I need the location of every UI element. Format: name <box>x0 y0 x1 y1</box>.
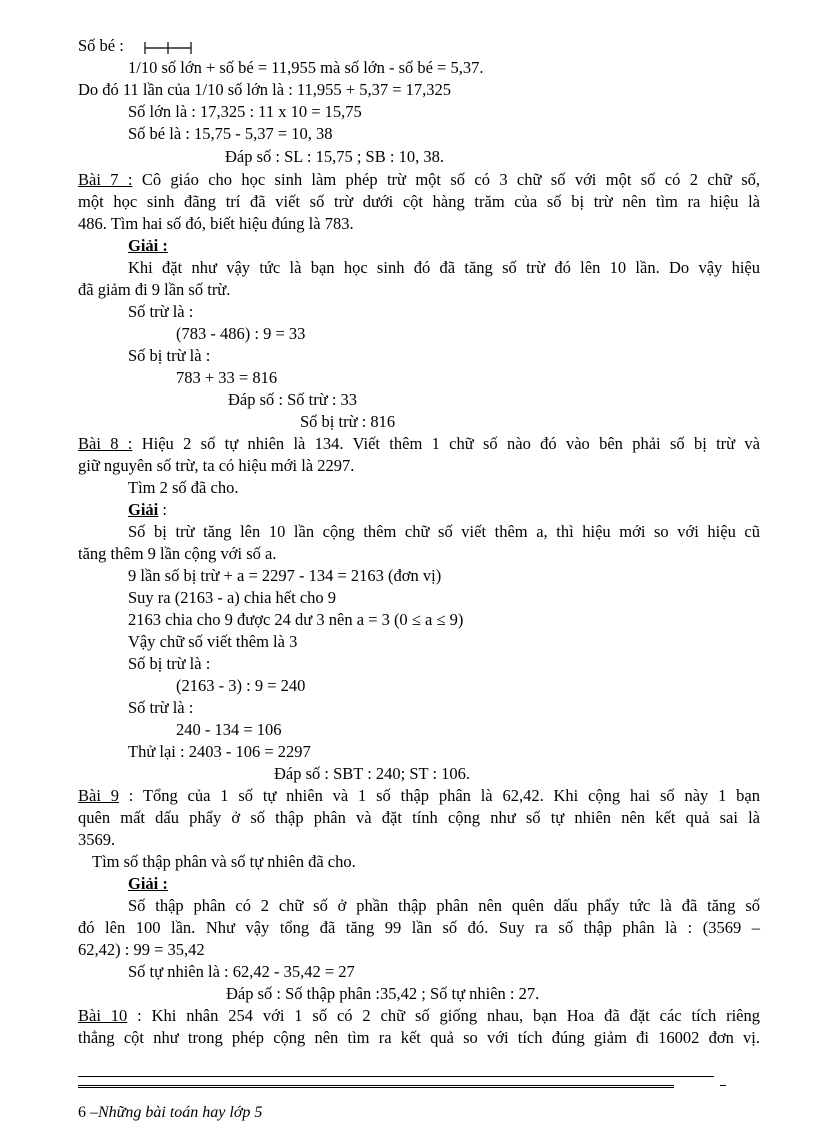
text-line: 1/10 số lớn + số bé = 11,955 mà số lớn - số bé = 5,37. <box>128 58 484 77</box>
text-line: Số bé là : 15,75 - 5,37 = 10, 38 <box>128 124 333 143</box>
answer-line: Đáp số : Số thập phân :35,42 ; Số tự nhiên : 27. <box>226 984 540 1003</box>
exercise-10-heading: Bài 10 <box>78 1006 128 1025</box>
text-line: Thử lại : 2403 - 106 = 2297 <box>128 742 311 761</box>
footer-rule <box>78 1076 714 1077</box>
exercise-10-line: Bài 10 : Khi nhân 254 với 1 số có 2 chữ số giống nhau, bạn Hoa đã đặt các tích riêng <box>78 1006 760 1025</box>
solution-heading: Giải <box>128 500 159 519</box>
exercise-7-heading: Bài 7 : <box>78 170 133 189</box>
answer-line: Đáp số : SBT : 240; ST : 106. <box>274 764 471 783</box>
text-line: Số lớn là : 17,325 : 11 x 10 = 15,75 <box>128 102 362 121</box>
solution-heading: Giải : <box>128 874 168 893</box>
text-line: (783 - 486) : 9 = 33 <box>176 324 306 343</box>
text-line: quên mất dấu phẩy ở số thập phân và đặt tính cộng như số tự nhiên nên kết quả sai là <box>78 808 760 827</box>
exercise-7-line: Bài 7 : Cô giáo cho học sinh làm phép trừ một số có 3 chữ số với một số có 2 chữ số, <box>78 170 760 189</box>
text-line: (2163 - 3) : 9 = 240 <box>176 676 306 695</box>
text-line: một học sinh đãng trí đã viết số trừ dưới cột hàng trăm của số bị trừ nên tìm ra hiệu là <box>78 192 760 211</box>
text-line: tăng thêm 9 lần cộng với số a. <box>78 544 277 563</box>
text-line: thẳng cột như trong phép cộng nên tìm ra kết quả so với tích đúng giảm đi 16002 đơn vị. <box>78 1028 760 1047</box>
text-line: 240 - 134 = 106 <box>176 720 282 739</box>
text-line: Tìm 2 số đã cho. <box>128 478 239 497</box>
answer-line: Đáp số : SL : 15,75 ; SB : 10, 38. <box>225 147 444 166</box>
text-line: giữ nguyên số trừ, ta có hiệu mới là 2297. <box>78 456 355 475</box>
answer-line: Số bị trừ : 816 <box>300 412 396 431</box>
footer: 6 –Những bài toán hay lớp 5 <box>78 1104 263 1121</box>
exercise-9-line: Bài 9 : Tổng của 1 số tự nhiên và 1 số thập phân là 62,42. Khi cộng hai số này 1 bạn <box>78 786 760 805</box>
exercise-9-heading: Bài 9 <box>78 786 119 805</box>
footer-double-rule <box>78 1085 674 1088</box>
answer-line: Đáp số : Số trừ : 33 <box>228 390 358 409</box>
text-line: Số bị trừ tăng lên 10 lần cộng thêm chữ số viết thêm a, thì hiệu mới so với hiệu cũ <box>128 522 760 541</box>
text-line: Vậy chữ số viết thêm là 3 <box>128 632 298 651</box>
text-line: 9 lần số bị trừ + a = 2297 - 134 = 2163 (đơn vị) <box>128 566 442 585</box>
text-line: Số tự nhiên là : 62,42 - 35,42 = 27 <box>128 962 355 981</box>
exercise-8-heading: Bài 8 : <box>78 434 133 453</box>
text-line: Khi đặt như vậy tức là bạn học sinh đó đã tăng số trừ đó lên 10 lần. Do vậy hiệu <box>128 258 760 277</box>
text-line: 62,42) : 99 = 35,42 <box>78 940 205 959</box>
footer-title: Những bài toán hay lớp 5 <box>98 1104 263 1121</box>
text-line: Do đó 11 lần của 1/10 số lớn là : 11,955 + 5,37 = 17,325 <box>78 80 452 99</box>
text-line: Số bé : <box>78 36 124 55</box>
text-line: đó lên 100 lần. Như vậy tổng đã tăng 99 lần số đó. Suy ra số thập phân là : (3569 – <box>78 918 760 937</box>
page-number: 6 <box>78 1104 86 1121</box>
exercise-8-line: Bài 8 : Hiệu 2 số tự nhiên là 134. Viết thêm 1 chữ số nào đó vào bên phải số bị trừ và <box>78 434 760 453</box>
text-line: Số bị trừ là : <box>128 654 211 673</box>
text-line: Tìm số thập phân và số tự nhiên đã cho. <box>92 852 356 871</box>
text-line: 783 + 33 = 816 <box>176 368 278 387</box>
footer-dash <box>720 1085 726 1086</box>
text-line: đã giảm đi 9 lần số trừ. <box>78 280 231 299</box>
text-line: Suy ra (2163 - a) chia hết cho 9 <box>128 588 337 607</box>
text-line: Số trừ là : <box>128 302 194 321</box>
text-line: 2163 chia cho 9 được 24 dư 3 nên a = 3 (0 ≤ a ≤ 9) <box>128 610 464 629</box>
text-line: Số bị trừ là : <box>128 346 211 365</box>
text-line: 3569. <box>78 830 116 849</box>
text-line: Số thập phân có 2 chữ số ở phần thập phân nên quên dấu phẩy tức là đã tăng số <box>128 896 760 915</box>
segment-diagram <box>144 42 192 54</box>
solution-heading: Giải : <box>128 236 168 255</box>
solution-heading-line: Giải : <box>128 500 167 519</box>
text-line: 486. Tìm hai số đó, biết hiệu đúng là 783. <box>78 214 354 233</box>
text-line: Số trừ là : <box>128 698 194 717</box>
